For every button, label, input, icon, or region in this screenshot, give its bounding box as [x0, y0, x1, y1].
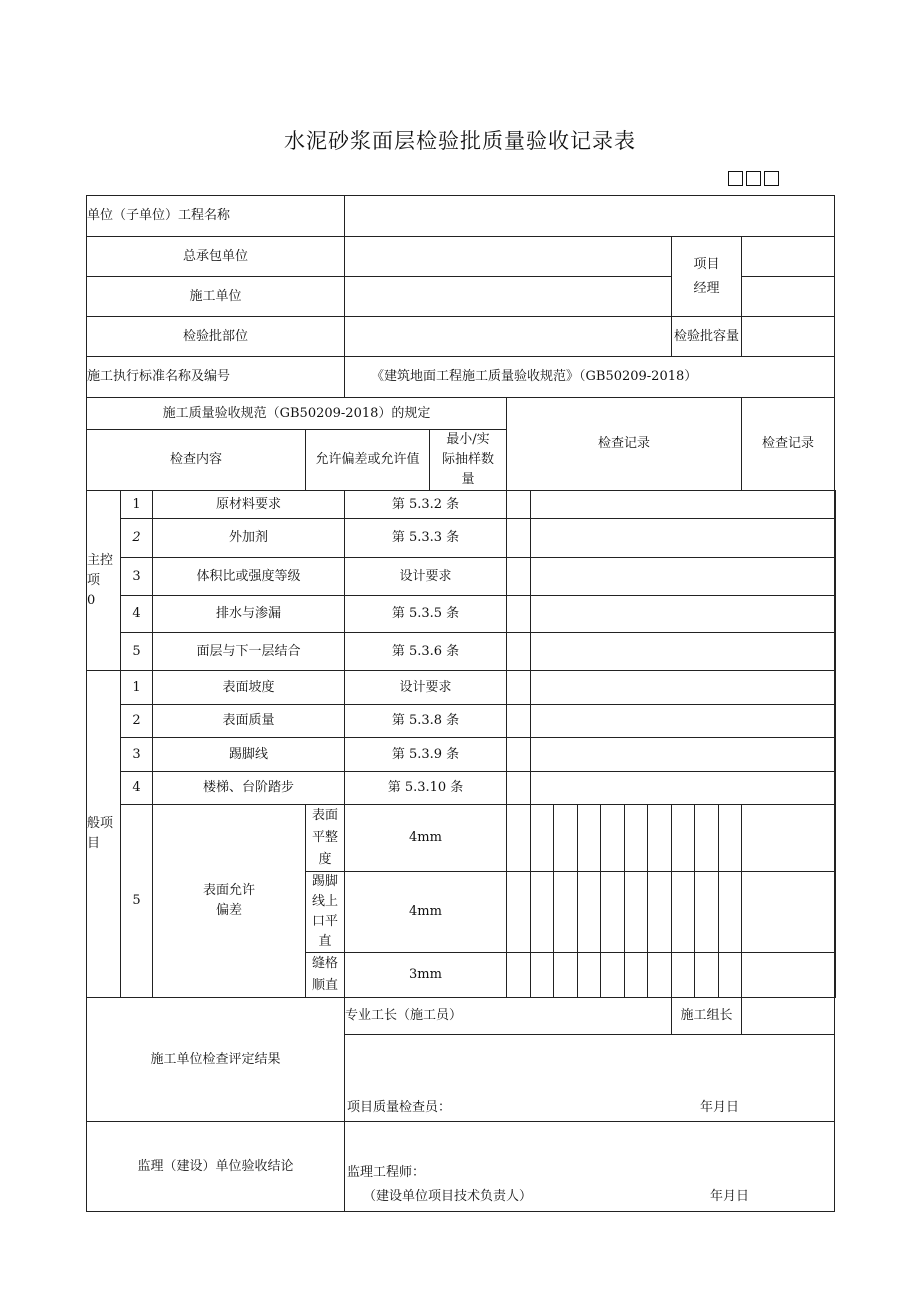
item5-name-1: 表面允许	[202, 883, 255, 898]
measure-cell[interactable]	[695, 953, 719, 998]
record-cell[interactable]	[531, 596, 835, 633]
record-cell[interactable]	[531, 519, 835, 558]
general-contractor-label: 总承包单位	[87, 237, 345, 277]
item-no: 5	[121, 633, 153, 671]
measure-cell[interactable]	[625, 953, 648, 998]
quality-inspector-label: 项目质量检查员：	[347, 1100, 452, 1115]
measure-cell[interactable]	[625, 805, 648, 872]
measure-cell[interactable]	[672, 805, 695, 872]
item-name: 踢脚线	[153, 738, 345, 772]
item-no: 3	[121, 738, 153, 772]
item-name: 表面质量	[153, 705, 345, 738]
item-no: 2	[121, 519, 153, 558]
measure-cell[interactable]	[719, 872, 742, 953]
col-sample-2: 际抽样数	[441, 452, 494, 467]
general-label	[87, 671, 121, 998]
batch-capacity-value[interactable]	[742, 317, 835, 357]
item-no: 1	[121, 491, 153, 519]
record-cell-2[interactable]	[835, 805, 836, 872]
record-cell[interactable]	[531, 772, 835, 805]
item-no: 2	[121, 705, 153, 738]
record-cell-2[interactable]	[835, 738, 836, 772]
measure-cell[interactable]	[554, 872, 578, 953]
item5-name	[153, 805, 306, 998]
item-name: 楼梯、台阶踏步	[153, 772, 345, 805]
measure-cell[interactable]	[695, 872, 719, 953]
item-value: 第 5.3.8 条	[345, 705, 507, 738]
item-no: 1	[121, 671, 153, 705]
sample-cell[interactable]	[507, 519, 531, 558]
col-record-2: 检查记录	[742, 398, 835, 491]
measure-cell[interactable]	[672, 872, 695, 953]
record-cell-2[interactable]	[835, 872, 836, 953]
item5-name-2: 偏差	[215, 903, 242, 918]
batch-location-value[interactable]	[345, 317, 672, 357]
record-cell-2[interactable]	[835, 519, 836, 558]
record-cell[interactable]	[531, 633, 835, 671]
general-label-1: 般项	[87, 816, 114, 831]
item-name: 面层与下一层结合	[153, 633, 345, 671]
sample-cell[interactable]	[507, 491, 531, 519]
record-cell[interactable]	[531, 491, 835, 519]
sample-cell[interactable]	[507, 671, 531, 705]
measure-cell[interactable]	[742, 953, 835, 998]
measure-cell[interactable]	[625, 872, 648, 953]
sample-cell[interactable]	[507, 633, 531, 671]
page-title: 水泥砂浆面层检验批质量验收记录表	[284, 129, 636, 153]
item-value: 第 5.3.9 条	[345, 738, 507, 772]
record-cell-2[interactable]	[835, 596, 836, 633]
engineer-label: 监理工程师：	[347, 1165, 426, 1180]
main-control-label-1: 主控	[87, 552, 114, 568]
construction-unit-value[interactable]	[345, 277, 672, 317]
batch-location-label: 检验批部位	[87, 317, 345, 357]
sample-cell[interactable]	[507, 772, 531, 805]
checkbox-group	[728, 171, 779, 186]
project-manager-label	[672, 237, 742, 317]
measure-cell[interactable]	[531, 953, 554, 998]
item-name: 外加剂	[153, 519, 345, 558]
checkbox-2[interactable]	[746, 171, 761, 186]
col-record: 检查记录	[507, 398, 742, 491]
checkbox-3[interactable]	[764, 171, 779, 186]
measure-cell[interactable]	[695, 805, 719, 872]
measure-cell[interactable]	[742, 805, 835, 872]
item-no: 5	[121, 805, 153, 998]
measure-cell[interactable]	[648, 953, 672, 998]
measure-cell[interactable]	[578, 953, 601, 998]
tech-lead-label: （建设单位项目技术负责人）	[363, 1189, 533, 1204]
inspection-record-table	[86, 195, 836, 1212]
sub-item-name	[306, 872, 345, 953]
measure-cell[interactable]	[578, 805, 601, 872]
item-value: 第 5.3.2 条	[345, 491, 507, 519]
measure-cell[interactable]	[554, 953, 578, 998]
measure-cell[interactable]	[648, 805, 672, 872]
item-value: 第 5.3.10 条	[345, 772, 507, 805]
measure-cell[interactable]	[719, 805, 742, 872]
main-control-label	[87, 491, 121, 671]
sub-item-value: 4mm	[345, 872, 507, 953]
checkbox-1[interactable]	[728, 171, 743, 186]
project-manager-value-2[interactable]	[742, 277, 835, 317]
sub-item-value: 3mm	[345, 953, 507, 998]
sample-cell[interactable]	[507, 953, 531, 998]
spec-heading: 施工质量验收规范（GB50209-2018）的规定	[87, 398, 507, 430]
team-leader-label: 施工组长	[672, 998, 742, 1035]
main-control-label-3: 0	[87, 592, 96, 608]
sample-cell[interactable]	[507, 738, 531, 772]
item-no: 4	[121, 596, 153, 633]
sub-item-name-1: 踢脚线上口平	[311, 874, 338, 929]
construction-check-label: 施工单位检查评定结果	[87, 998, 345, 1122]
measure-cell[interactable]	[554, 805, 578, 872]
date-label-1: 年月日	[699, 1100, 739, 1115]
sample-cell[interactable]	[507, 558, 531, 596]
item-name: 体积比或强度等级	[153, 558, 345, 596]
record-cell[interactable]	[531, 738, 835, 772]
item-value: 第 5.3.3 条	[345, 519, 507, 558]
measure-cell[interactable]	[601, 805, 625, 872]
record-cell-2[interactable]	[835, 633, 836, 671]
record-cell[interactable]	[531, 705, 835, 738]
record-cell-2[interactable]	[835, 671, 836, 705]
project-manager-label-1: 项目	[693, 256, 720, 272]
record-cell-2[interactable]	[835, 491, 836, 519]
item-name: 排水与渗漏	[153, 596, 345, 633]
sub-item-name-2: 直	[318, 934, 332, 949]
measure-cell[interactable]	[742, 872, 835, 953]
record-cell-2[interactable]	[835, 705, 836, 738]
measure-cell[interactable]	[672, 953, 695, 998]
date-label-2: 年月日	[709, 1189, 749, 1204]
sample-cell[interactable]	[507, 872, 531, 953]
col-sample-3: 量	[461, 472, 475, 487]
sub-item-name: 表面平整度	[306, 805, 345, 872]
measure-cell[interactable]	[601, 872, 625, 953]
item-value: 第 5.3.6 条	[345, 633, 507, 671]
sample-cell[interactable]	[507, 805, 531, 872]
construction-check-result[interactable]	[345, 1035, 835, 1122]
col-sample	[430, 430, 507, 491]
supervision-result[interactable]	[345, 1122, 835, 1212]
team-leader-value[interactable]	[742, 998, 835, 1035]
record-cell-2[interactable]	[835, 558, 836, 596]
measure-cell[interactable]	[648, 872, 672, 953]
unit-project-name-label: 单位（子单位）工程名称	[87, 196, 345, 237]
measure-cell[interactable]	[531, 872, 554, 953]
supervision-label: 监理（建设）单位验收结论	[87, 1122, 345, 1212]
unit-project-name-value[interactable]	[345, 196, 835, 237]
col-tolerance: 允许偏差或允许值	[306, 430, 430, 491]
record-cell-2[interactable]	[835, 772, 836, 805]
sample-cell[interactable]	[507, 705, 531, 738]
col-sample-1: 最小/实	[446, 432, 490, 447]
record-cell[interactable]	[531, 558, 835, 596]
item-value: 设计要求	[345, 671, 507, 705]
measure-cell[interactable]	[531, 805, 554, 872]
item-name: 表面坡度	[153, 671, 345, 705]
general-contractor-value[interactable]	[345, 237, 672, 277]
item-name: 原材料要求	[153, 491, 345, 519]
record-cell[interactable]	[531, 671, 835, 705]
col-content: 检查内容	[87, 430, 306, 491]
batch-capacity-label: 检验批容量	[672, 317, 742, 357]
item-value: 第 5.3.5 条	[345, 596, 507, 633]
project-manager-label-2: 经理	[693, 280, 720, 296]
main-control-label-2: 项	[87, 572, 101, 588]
construction-unit-label: 施工单位	[87, 277, 345, 317]
record-cell-2[interactable]	[835, 953, 836, 998]
measure-cell[interactable]	[719, 953, 742, 998]
sub-item-value: 4mm	[345, 805, 507, 872]
item-no: 3	[121, 558, 153, 596]
measure-cell[interactable]	[578, 872, 601, 953]
standard-value: 《建筑地面工程施工质量验收规范》（GB50209-2018）	[345, 357, 835, 398]
project-manager-value-1[interactable]	[742, 237, 835, 277]
item-no: 4	[121, 772, 153, 805]
sample-cell[interactable]	[507, 596, 531, 633]
item-value: 设计要求	[345, 558, 507, 596]
standard-label: 施工执行标准名称及编号	[87, 357, 345, 398]
general-label-2: 目	[87, 836, 101, 851]
sub-item-name: 缝格顺直	[306, 953, 345, 998]
foreman-label: 专业工长（施工员）	[345, 998, 672, 1035]
measure-cell[interactable]	[601, 953, 625, 998]
